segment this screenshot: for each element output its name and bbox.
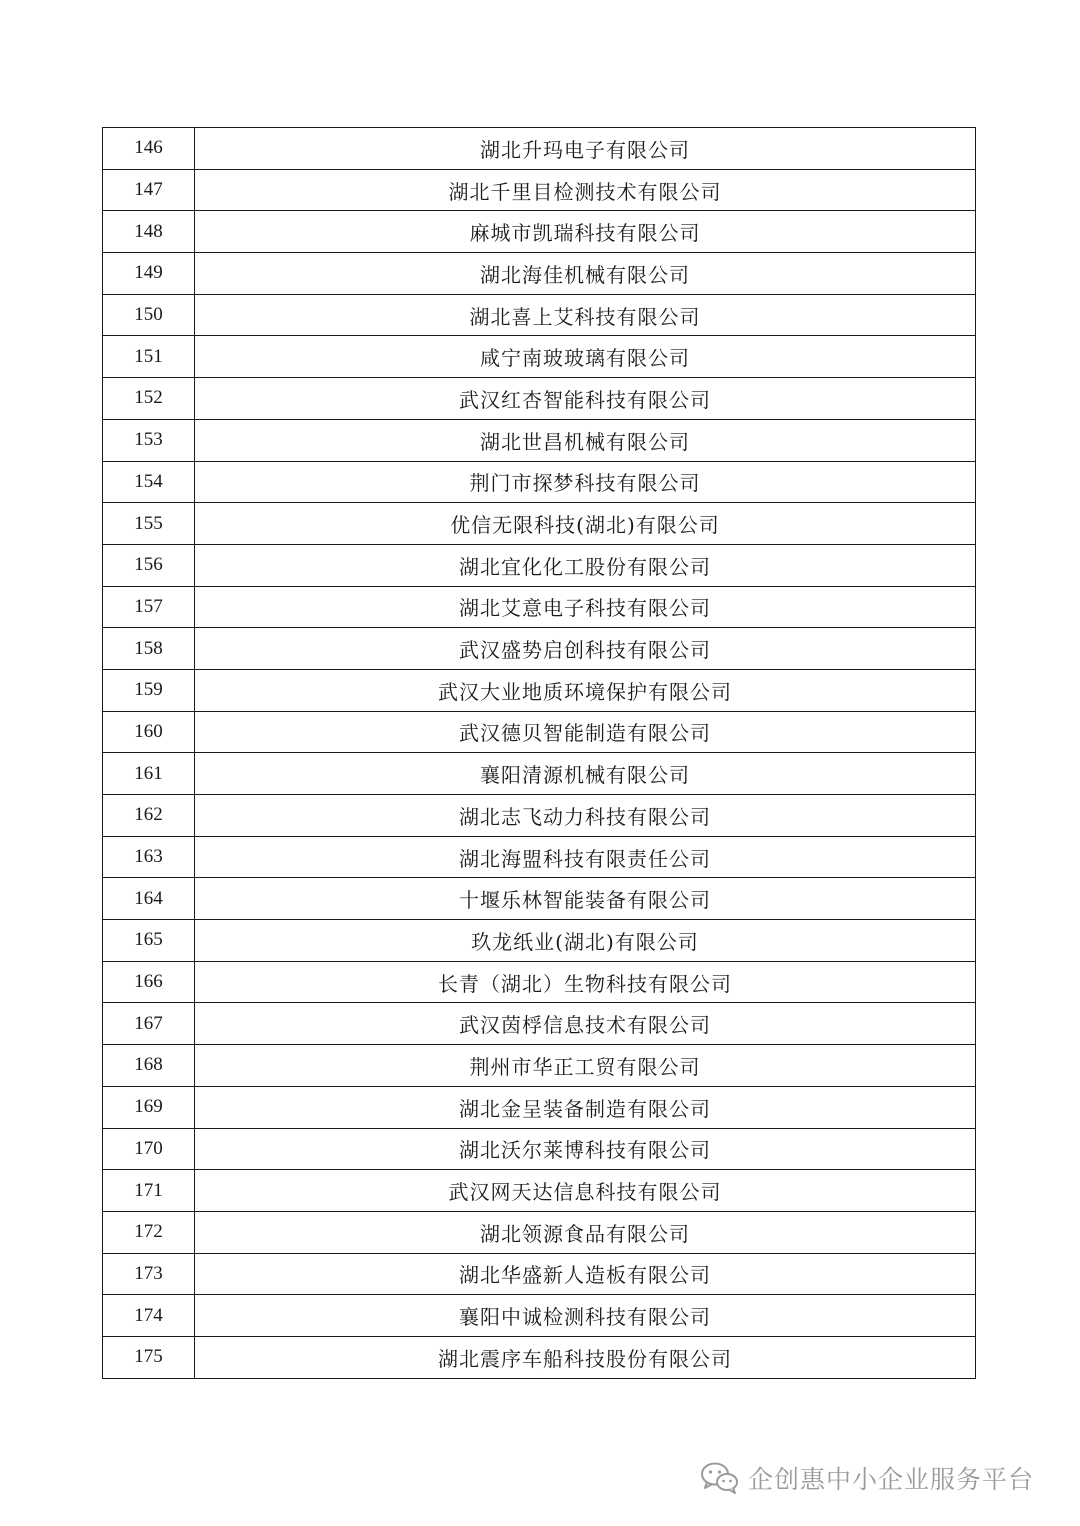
company-name: 湖北千里目检测技术有限公司 [195,169,976,211]
table-row [103,878,976,920]
table-row [103,211,976,253]
row-number: 160 [103,711,195,753]
row-number: 152 [103,378,195,420]
table-row [103,628,976,670]
company-name: 麻城市凯瑞科技有限公司 [195,211,976,253]
row-number: 165 [103,920,195,962]
company-name: 湖北海佳机械有限公司 [195,253,976,295]
row-number: 175 [103,1336,195,1378]
table-row [103,920,976,962]
company-name: 玖龙纸业(湖北)有限公司 [195,920,976,962]
company-name: 武汉红杏智能科技有限公司 [195,378,976,420]
row-number: 167 [103,1003,195,1045]
row-number: 163 [103,836,195,878]
table-row [103,1170,976,1212]
company-name: 武汉网天达信息科技有限公司 [195,1170,976,1212]
table-row [103,1211,976,1253]
row-number: 159 [103,669,195,711]
row-number: 149 [103,253,195,295]
row-number: 170 [103,1128,195,1170]
table-row [103,1003,976,1045]
row-number: 157 [103,586,195,628]
company-name: 湖北震序车船科技股份有限公司 [195,1336,976,1378]
table-row [103,128,976,170]
row-number: 164 [103,878,195,920]
company-name: 武汉德贝智能制造有限公司 [195,711,976,753]
table-row [103,294,976,336]
table-row [103,586,976,628]
company-name: 湖北金呈装备制造有限公司 [195,1086,976,1128]
company-name: 湖北艾意电子科技有限公司 [195,586,976,628]
table-row [103,836,976,878]
table-row [103,378,976,420]
company-name: 武汉大业地质环境保护有限公司 [195,669,976,711]
company-name: 湖北海盟科技有限责任公司 [195,836,976,878]
table-row [103,1045,976,1087]
watermark-text: 企创惠中小企业服务平台 [748,1465,1035,1494]
row-number: 153 [103,419,195,461]
row-number: 169 [103,1086,195,1128]
table-row [103,711,976,753]
row-number: 171 [103,1170,195,1212]
company-name: 湖北志飞动力科技有限公司 [195,795,976,837]
row-number: 158 [103,628,195,670]
company-name: 荆门市探梦科技有限公司 [195,461,976,503]
table-row [103,419,976,461]
table-row [103,253,976,295]
row-number: 151 [103,336,195,378]
company-name: 湖北世昌机械有限公司 [195,419,976,461]
row-number: 146 [103,128,195,170]
row-number: 174 [103,1295,195,1337]
table-row [103,169,976,211]
company-name: 襄阳清源机械有限公司 [195,753,976,795]
company-list-table [102,127,976,1379]
company-name: 湖北沃尔莱博科技有限公司 [195,1128,976,1170]
table-row [103,795,976,837]
row-number: 148 [103,211,195,253]
row-number: 166 [103,961,195,1003]
company-name: 湖北升玛电子有限公司 [195,128,976,170]
company-name: 湖北华盛新人造板有限公司 [195,1253,976,1295]
row-number: 156 [103,544,195,586]
company-name: 襄阳中诚检测科技有限公司 [195,1295,976,1337]
company-name: 十堰乐林智能装备有限公司 [195,878,976,920]
row-number: 168 [103,1045,195,1087]
company-name: 湖北宜化化工股份有限公司 [195,544,976,586]
table-row [103,1253,976,1295]
table-row [103,544,976,586]
table-row [103,1336,976,1378]
row-number: 154 [103,461,195,503]
row-number: 162 [103,795,195,837]
company-name: 荆州市华正工贸有限公司 [195,1045,976,1087]
table-row [103,336,976,378]
table-row [103,1086,976,1128]
company-name: 优信无限科技(湖北)有限公司 [195,503,976,545]
table-row [103,461,976,503]
company-name: 武汉茵桴信息技术有限公司 [195,1003,976,1045]
company-name: 咸宁南玻玻璃有限公司 [195,336,976,378]
row-number: 150 [103,294,195,336]
row-number: 173 [103,1253,195,1295]
row-number: 161 [103,753,195,795]
table-row [103,503,976,545]
table-body [103,128,976,1379]
wechat-icon [700,1461,740,1495]
table-row [103,961,976,1003]
row-number: 172 [103,1211,195,1253]
table-row [103,1295,976,1337]
row-number: 155 [103,503,195,545]
row-number: 147 [103,169,195,211]
table-row [103,669,976,711]
table-row [103,1128,976,1170]
watermark [700,1460,1034,1496]
company-name: 湖北领源食品有限公司 [195,1211,976,1253]
company-name: 湖北喜上艾科技有限公司 [195,294,976,336]
table-row [103,753,976,795]
company-name: 武汉盛势启创科技有限公司 [195,628,976,670]
company-name: 长青（湖北）生物科技有限公司 [195,961,976,1003]
